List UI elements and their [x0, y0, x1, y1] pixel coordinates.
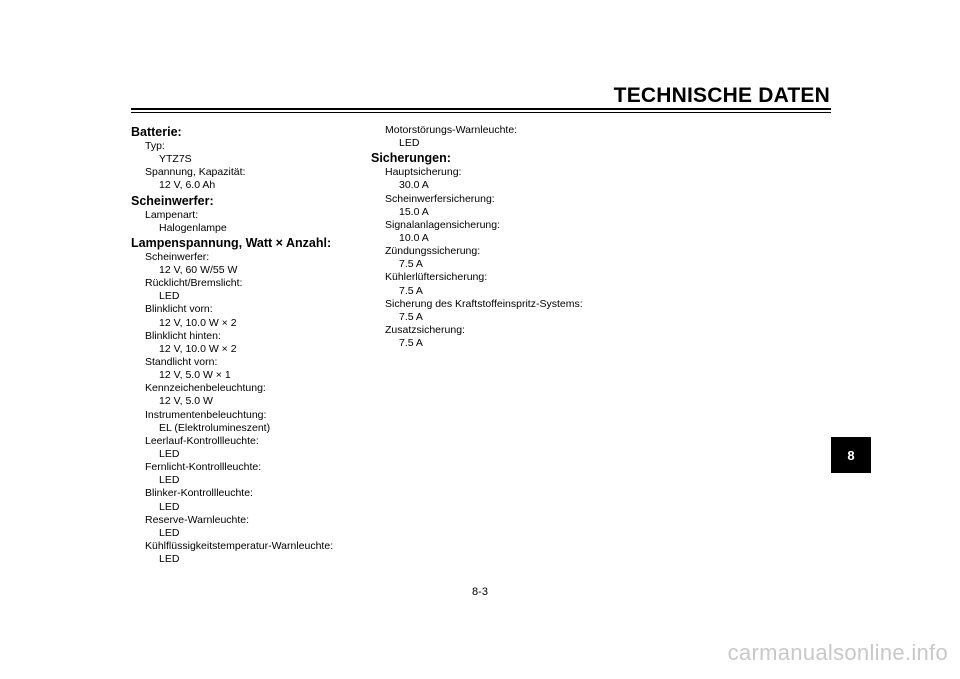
section-heading: Scheinwerfer:: [131, 193, 214, 208]
spec-value: 10.0 A: [399, 231, 429, 244]
spec-value: LED: [159, 500, 180, 513]
spec-value: 12 V, 5.0 W: [159, 395, 213, 408]
spec-label: Kühlflüssigkeitstemperatur-Warnleuchte:: [145, 539, 334, 552]
chapter-tab: 8: [831, 437, 871, 473]
spec-label: Leerlauf-Kontrollleuchte:: [145, 434, 259, 447]
page-title: TECHNISCHE DATEN: [613, 84, 830, 107]
spec-label: Hauptsicherung:: [385, 166, 462, 179]
spec-value: 30.0 A: [399, 179, 429, 192]
spec-label: Signalanlagensicherung:: [385, 218, 501, 231]
spec-label: Scheinwerfer:: [145, 250, 210, 263]
spec-label: Spannung, Kapazität:: [145, 166, 246, 179]
spec-value: Halogenlampe: [159, 221, 227, 234]
spec-value: LED: [399, 137, 420, 150]
spec-value: 7.5 A: [399, 258, 423, 271]
section-heading: Lampenspannung, Watt × Anzahl:: [131, 235, 332, 250]
spec-value: 12 V, 60 W/55 W: [159, 263, 238, 276]
spec-value: 12 V, 10.0 W × 2: [159, 342, 237, 355]
spec-value: 15.0 A: [399, 205, 429, 218]
spec-label: Motorstörungs-Warnleuchte:: [385, 124, 518, 136]
spec-label: Scheinwerfersicherung:: [385, 192, 495, 205]
spec-label: Kennzeichenbeleuchtung:: [145, 382, 266, 395]
spec-label: Blinklicht vorn:: [145, 303, 213, 316]
spec-label: Lampenart:: [145, 208, 199, 221]
spec-value: LED: [159, 290, 180, 303]
spec-column-left: [131, 124, 333, 566]
spec-value: YTZ7S: [159, 153, 192, 166]
spec-label: Zündungssicherung:: [385, 245, 481, 258]
spec-label: Fernlicht-Kontrollleuchte:: [145, 461, 262, 474]
spec-value: LED: [159, 447, 180, 460]
spec-value: EL (Elektrolumineszent): [159, 421, 271, 434]
spec-label: Rücklicht/Bremslicht:: [145, 277, 243, 290]
section-heading: Sicherungen:: [371, 151, 451, 166]
spec-value: LED: [159, 474, 180, 487]
header-rule-thin: [131, 112, 831, 113]
spec-label: Standlicht vorn:: [145, 355, 218, 368]
spec-value: LED: [159, 526, 180, 539]
watermark: carmanualsonline.info: [727, 640, 948, 665]
spec-value: 12 V, 10.0 W × 2: [159, 316, 237, 329]
spec-value: 12 V, 5.0 W × 1: [159, 369, 231, 382]
spec-value: 12 V, 6.0 Ah: [159, 179, 216, 192]
spec-label: Kühlerlüftersicherung:: [385, 271, 488, 284]
section-heading: Batterie:: [131, 125, 182, 139]
spec-column-right: [371, 124, 583, 350]
spec-label: Blinker-Kontrollleuchte:: [145, 487, 253, 500]
spec-label: Typ:: [145, 140, 165, 152]
header-rule-thick: [131, 108, 831, 110]
spec-value: 7.5 A: [399, 337, 423, 350]
spec-label: Zusatzsicherung:: [385, 323, 465, 336]
spec-label: Reserve-Warnleuchte:: [145, 513, 250, 526]
spec-value: LED: [159, 553, 180, 566]
spec-label: Sicherung des Kraftstoffeinspritz-Systems:: [385, 297, 583, 310]
spec-label: Instrumentenbeleuchtung:: [145, 408, 267, 421]
spec-value: 7.5 A: [399, 310, 423, 323]
spec-value: 7.5 A: [399, 284, 423, 297]
page-number: 8-3: [472, 586, 488, 598]
spec-label: Blinklicht hinten:: [145, 329, 221, 342]
